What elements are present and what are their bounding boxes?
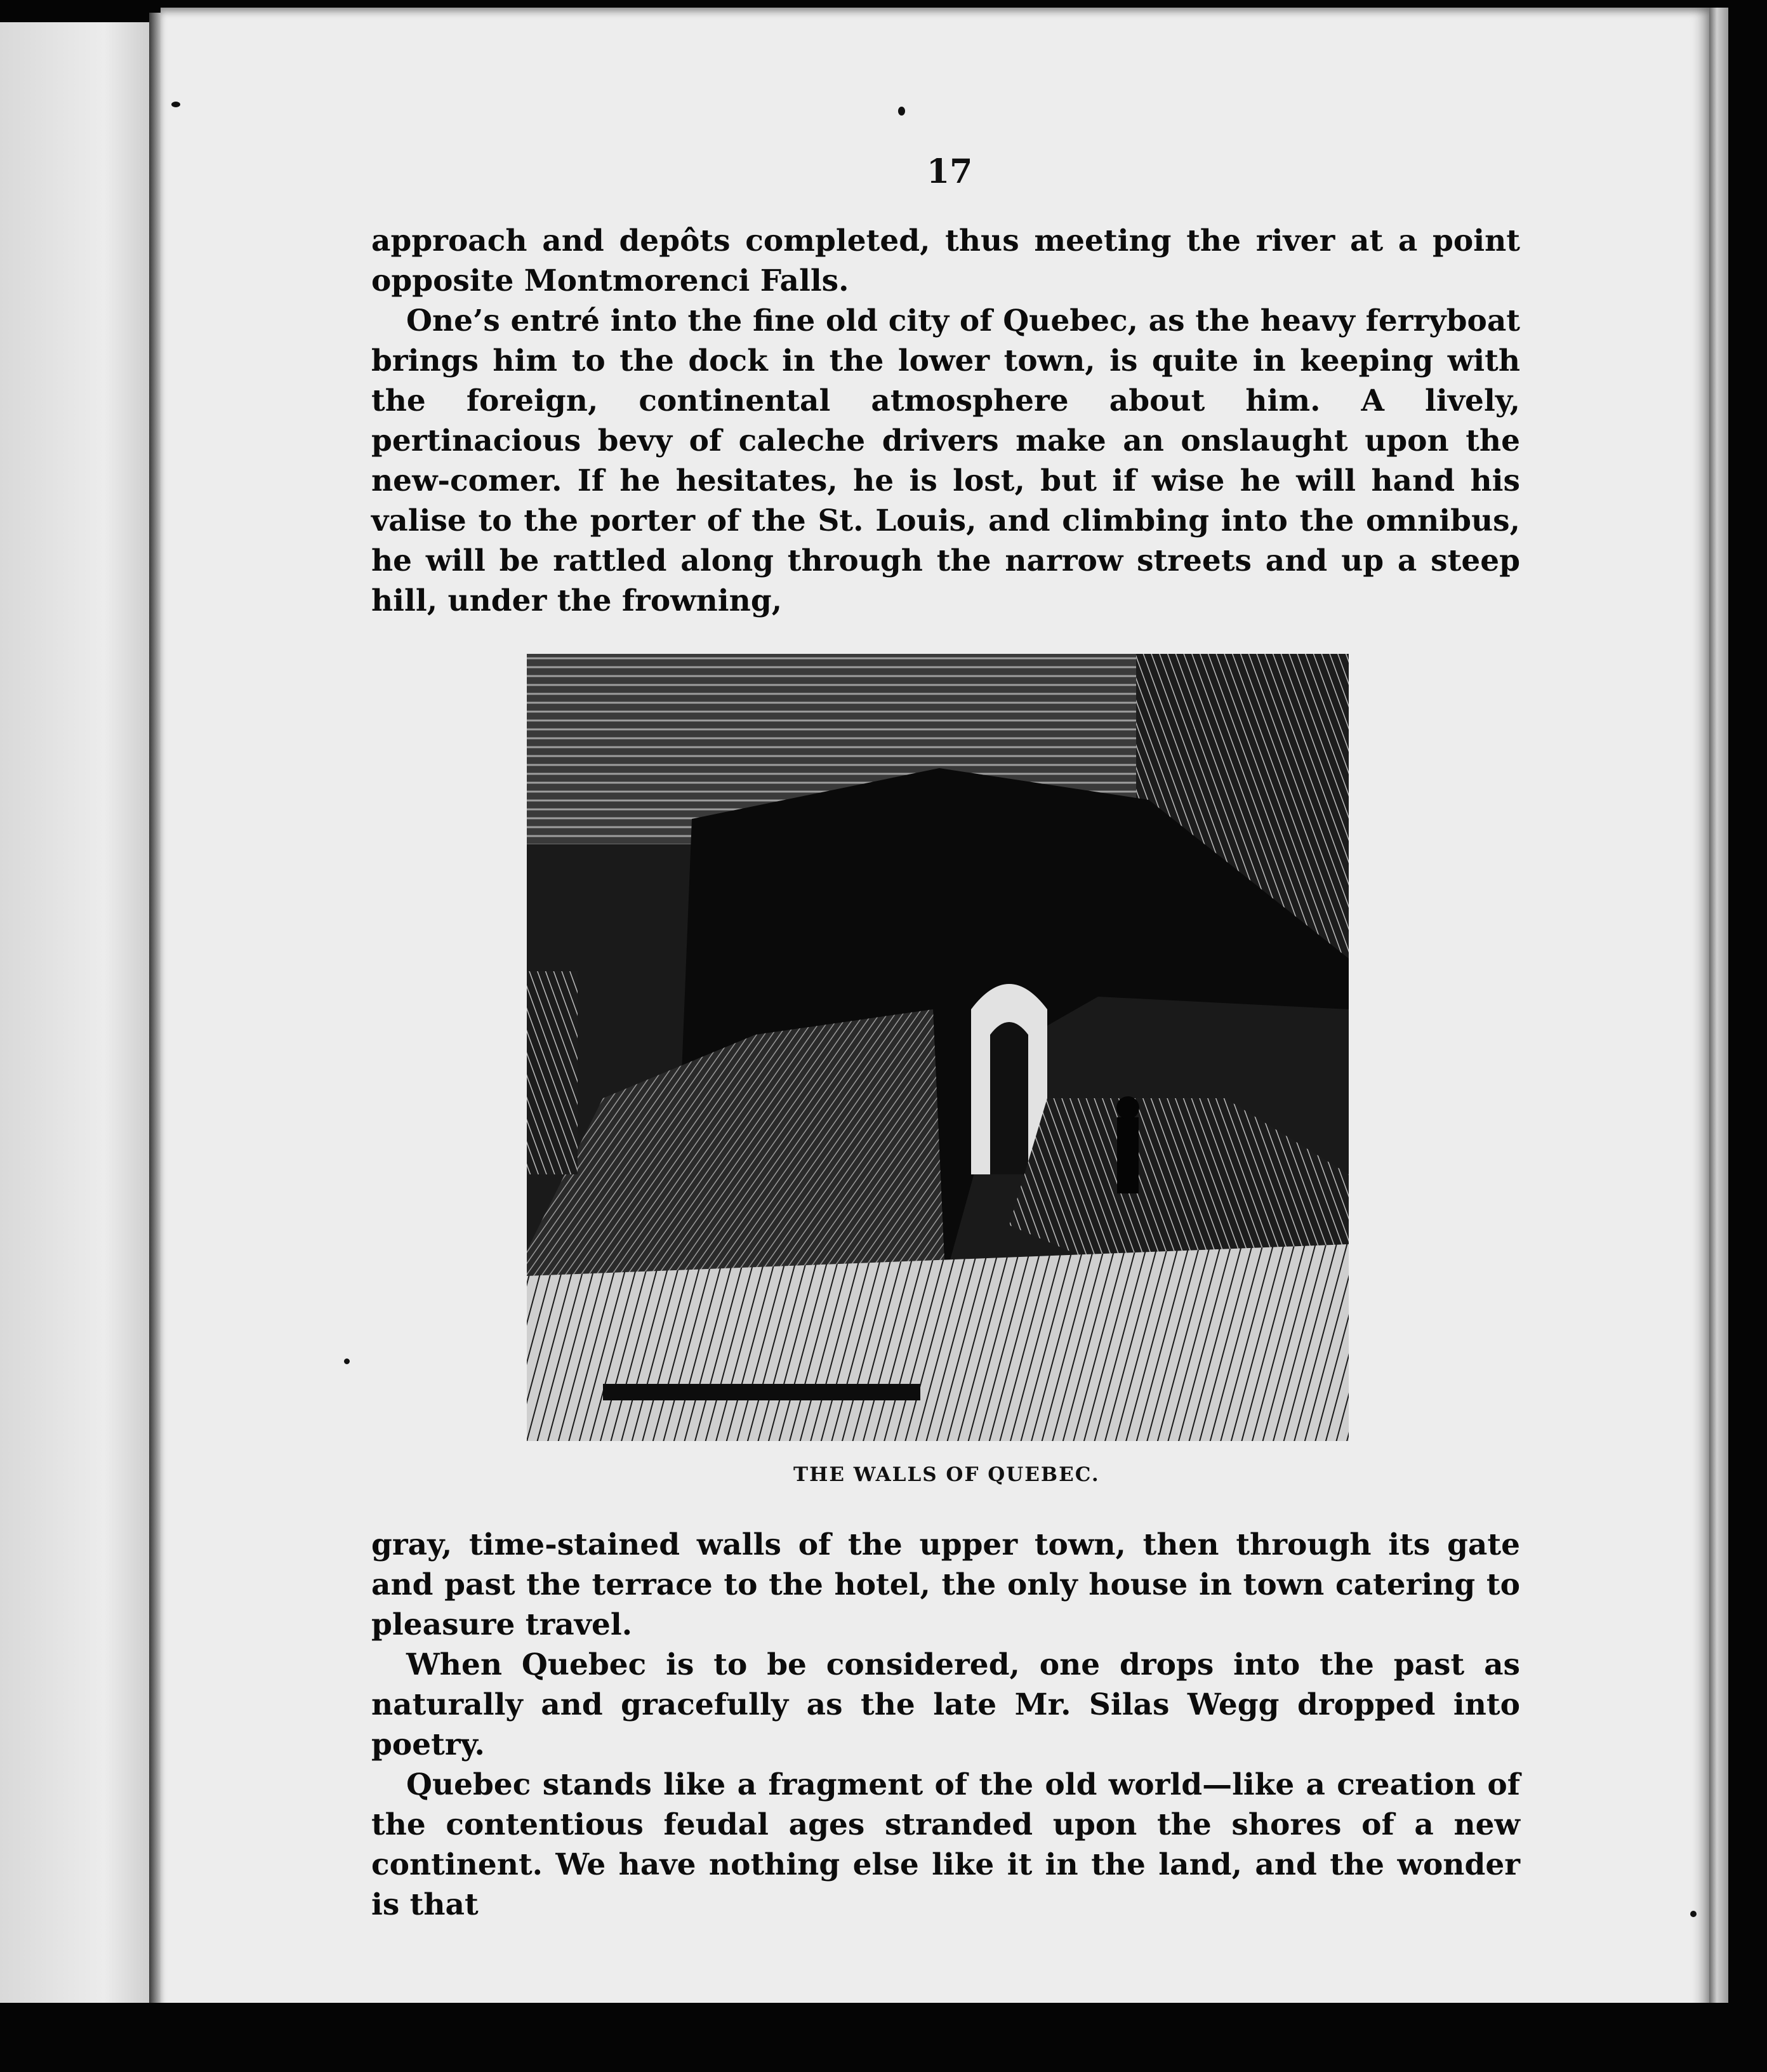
left-page-edge [0,22,151,2003]
ink-speck [344,1358,350,1364]
ink-speck [171,102,180,107]
ink-speck [898,107,905,116]
bottom-text-block [371,1525,1520,1925]
show-through-text [1523,241,1707,1892]
page-right-edge [1709,8,1728,2033]
scan-bottom-border [0,2003,1767,2072]
walls-of-quebec-engraving [527,654,1349,1441]
paragraph: When Quebec is to be considered, one drops into the past as naturally and gracefully as the late Mr. Silas Wegg dropped into poetry. [371,1647,1520,1762]
paragraph: Quebec stands like a fragment of the old world—like a creation of the contentious feudal ages stranded upon the shores of a new continent. We have nothing else like it in the land, and the wonder is that [371,1767,1520,1922]
page-number: 17 [927,152,973,191]
book-gutter [149,13,161,2012]
paragraph: One’s entré into the fine old city of Quebec, as the heavy ferryboat brings him to the dock in the lower town, is quite in keeping with the foreign, continental atmosphere about him. A lively, pertinacious bevy of caleche drivers make an onslaught upon the new-comer. If he hesitates, he is lost, but if wise he will hand his valise to the porter of the St. Louis, and climbing into the omnibus, he will be rattled along through the narrow streets and up a steep hill, under the frowning, [371,303,1520,618]
paragraph: gray, time-stained walls of the upper town, then through its gate and past the terrace to the hotel, the only house in town catering to pleasure travel. [371,1527,1520,1642]
top-text-block [371,221,1520,621]
figure-caption: THE WALLS OF QUEBEC. [793,1463,1100,1486]
ink-speck [1690,1911,1697,1917]
paragraph: approach and depôts completed, thus meeting the river at a point opposite Montmorenci Falls. [371,223,1520,298]
